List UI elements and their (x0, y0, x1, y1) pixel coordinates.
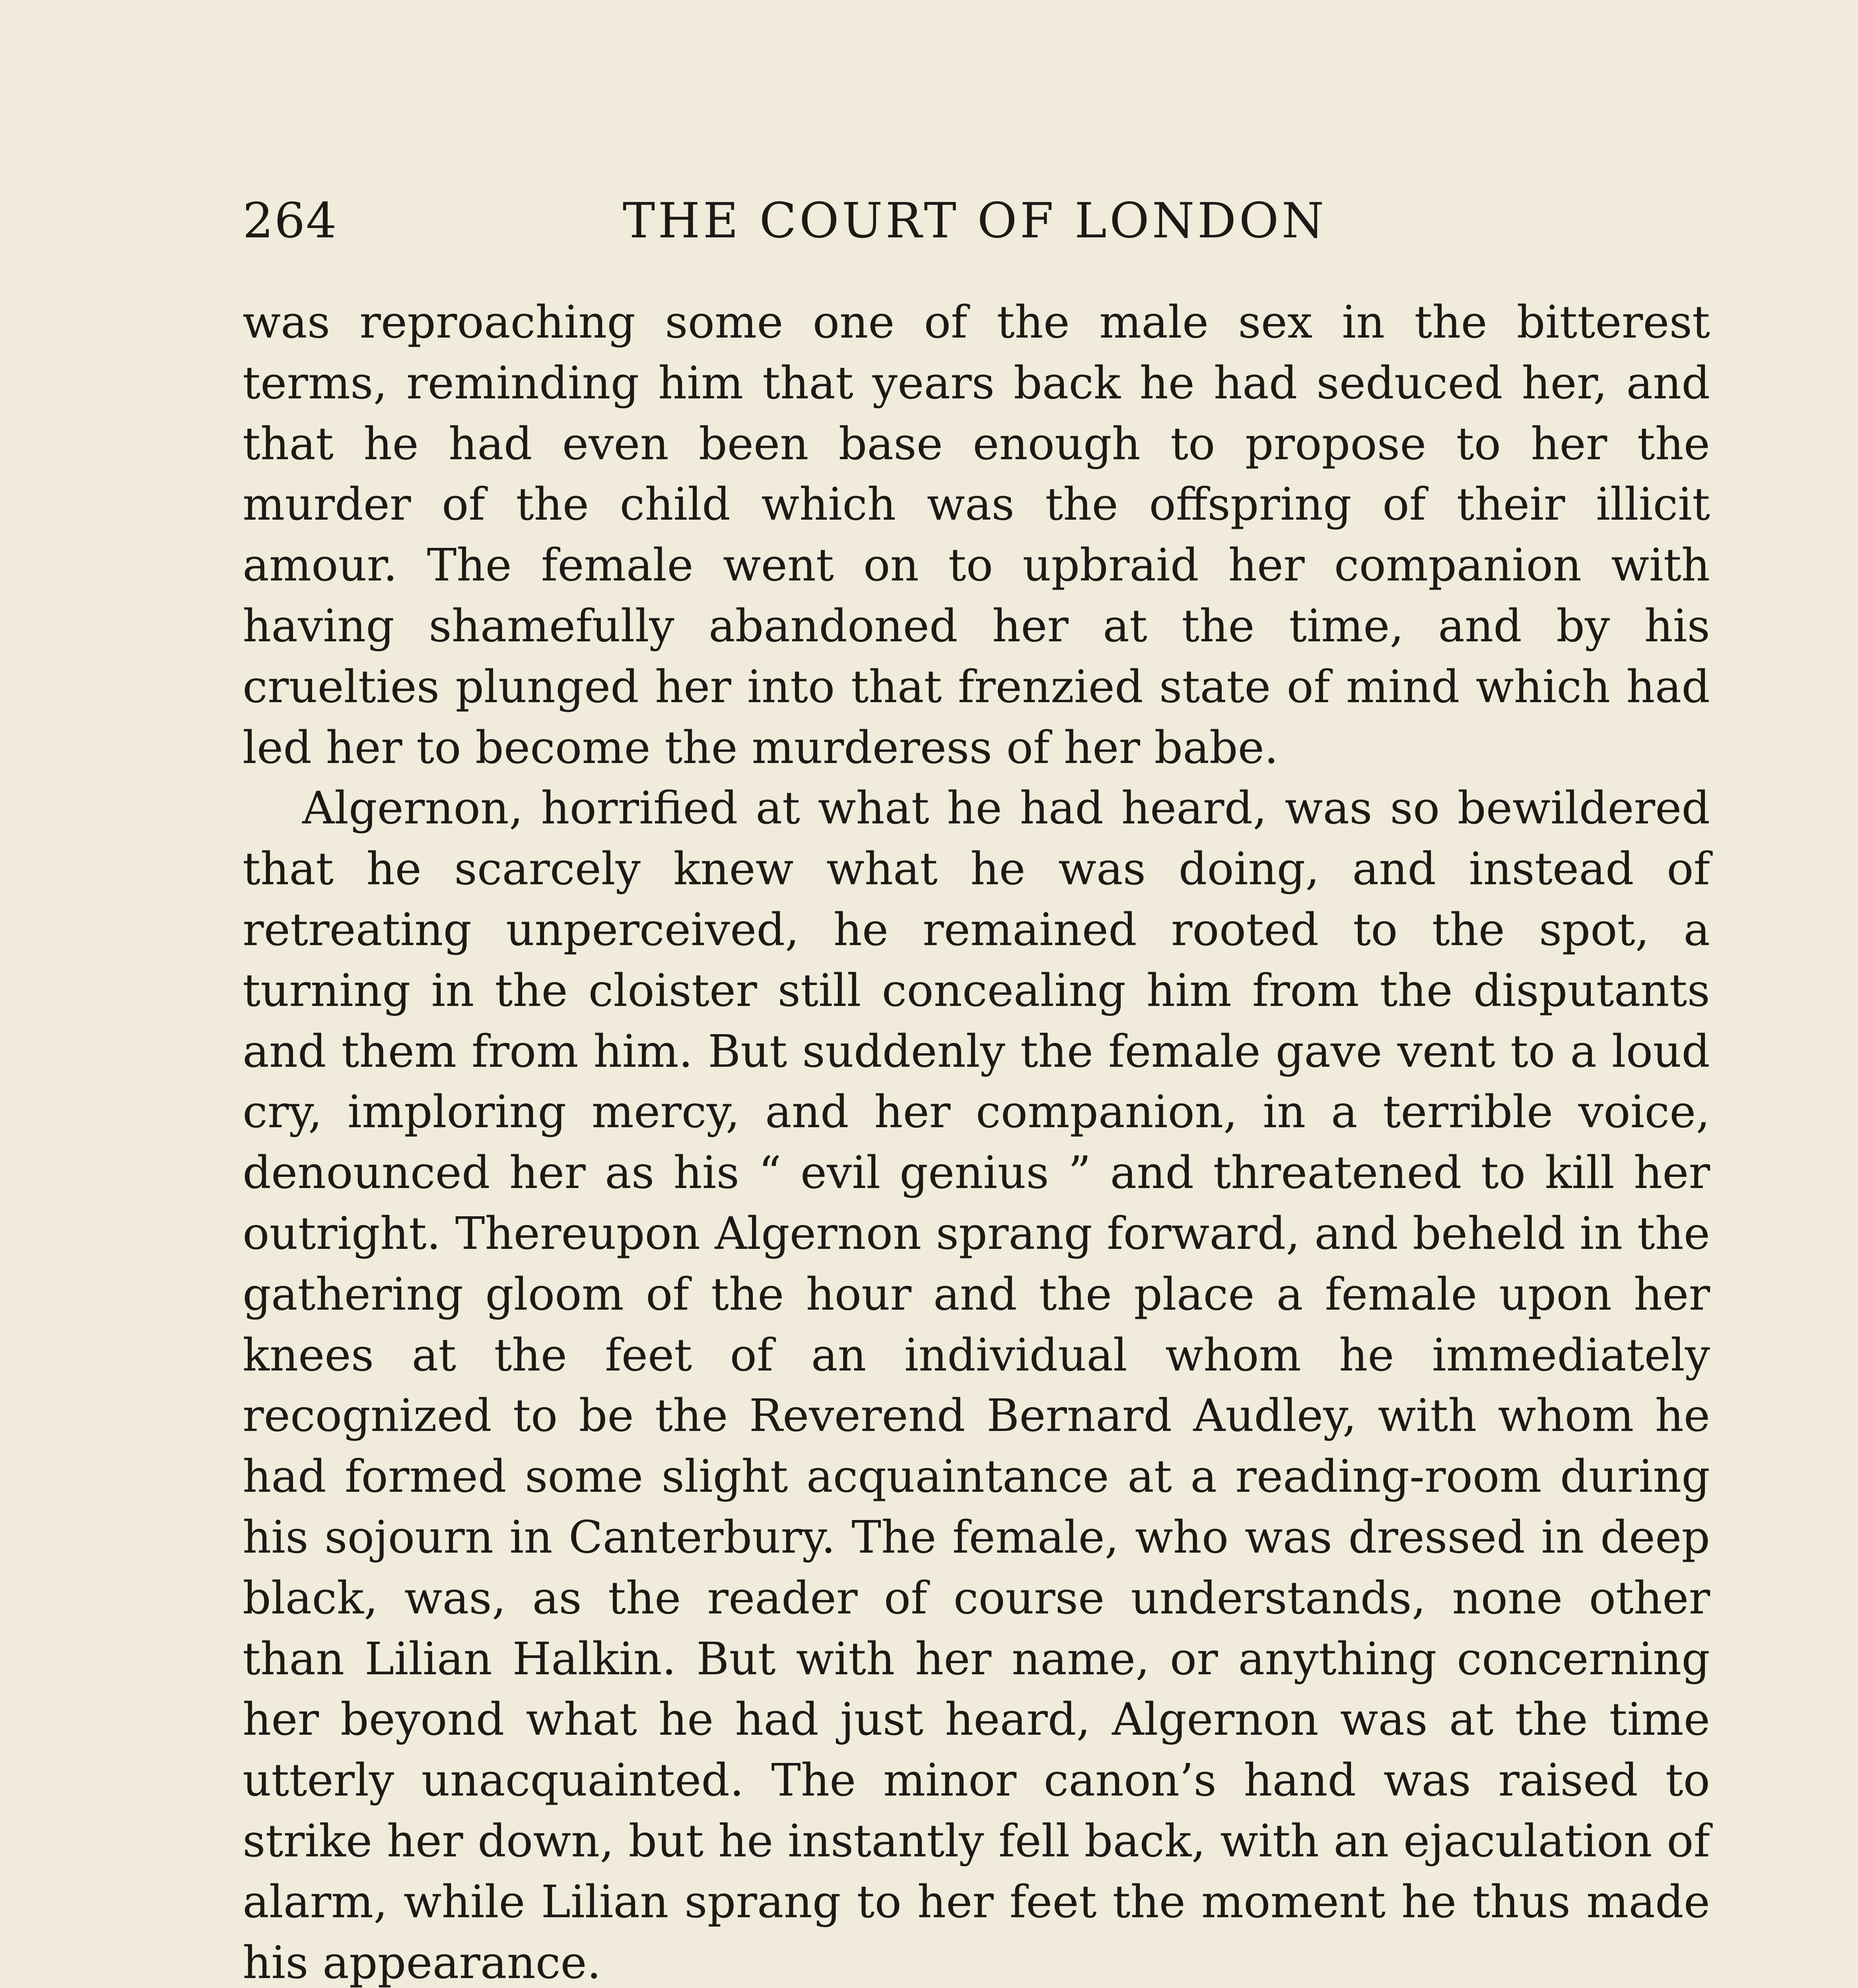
paragraph-1: was reproaching some one of the male sex in the bitterest terms, reminding him that years back he had seduced her, and that he had even been base enough to propose to her the murder of the child which was the offspring of their illicit amour. The female went on to upbraid her companion with having shamefully abandoned her at the time, and by his cruelties plunged her into that frenzied state of mind which had led her to become the murderess of her babe. (243, 297, 1710, 774)
paragraph-2: Algernon, horrified at what he had heard, was so bewildered that he scarcely knew what he was doing, and instead of retreating unperceived, he remained rooted to the spot, a turning in the cloister still concealing him from the disputants and them from him. But suddenly the female gave vent to a loud cry, imploring mercy, and her companion, in a terrible voice, denounced her as his “ evil genius ” and threatened to kill her outright. Thereupon Algernon sprang forward, and beheld in the gathering gloom of the hour and the place a female upon her knees at the feet of an individual whom he immediately recognized to be the Reverend Bernard Audley, with whom he had formed some slight acquaintance at a reading-room during his sojourn in Canterbury. The female, who was dressed in deep black, was, as the reader of course understands, none other than Lilian Halkin. But with her name, or anything concerning her beyond what he had just heard, Algernon was at the time utterly unacquainted. The minor canon’s hand was raised to strike her down, but he instantly fell back, with an ejaculation of alarm, while Lilian sprang to her feet the moment he thus made his appearance. (243, 782, 1710, 1988)
running-title: THE COURT OF LONDON (622, 192, 1327, 249)
body-text (243, 292, 1710, 1988)
page-number: 264 (243, 192, 338, 249)
page-header (243, 181, 1707, 260)
